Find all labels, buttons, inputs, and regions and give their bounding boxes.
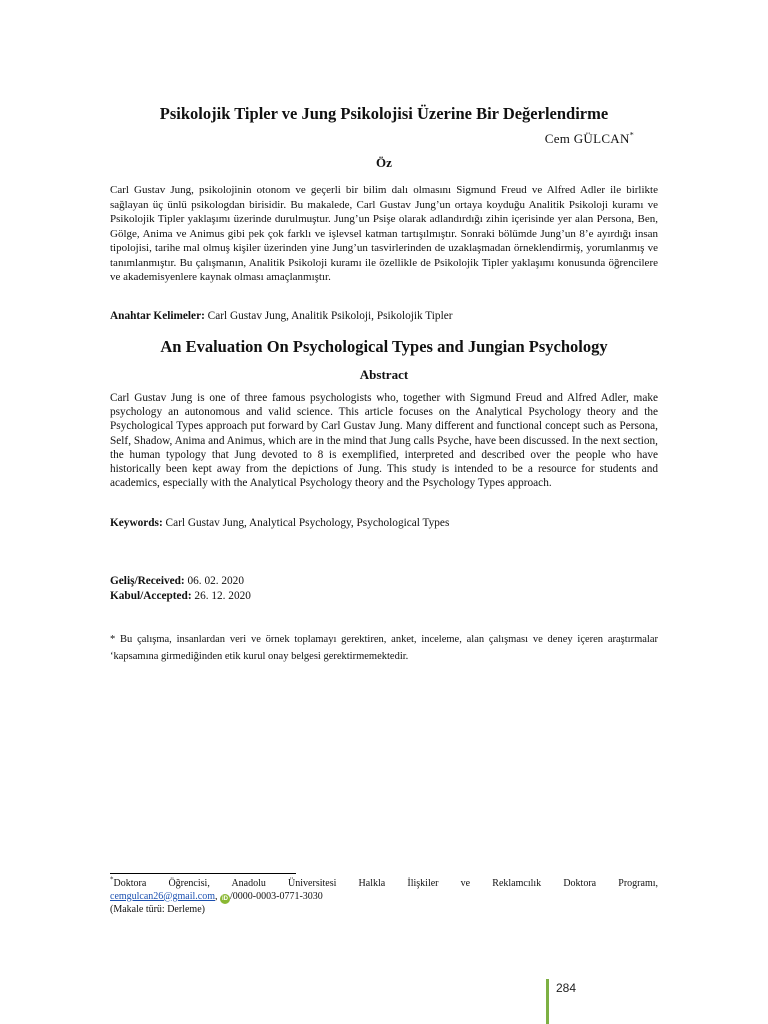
orcid-icon[interactable]: iD (222, 895, 229, 902)
page-number: 284 (556, 981, 577, 995)
oz-heading: Öz (376, 155, 392, 170)
page-number-bar (546, 979, 549, 1024)
author-footnote (110, 875, 658, 916)
footnote-mark: * (110, 875, 114, 884)
ethics-note: * Bu çalışma, insanlardan veri ve örnek toplamayı gerektiren, anket, inceleme, alan çalışması ve deney içeren araştırmalar ‘kapsamına girmediğinden etik kurul onay belgesi gerektirmemektedir. (110, 634, 658, 662)
keywords-tr-value: Carl Gustav Jung, Analitik Psikoloji, Psikolojik Tipler (204, 310, 453, 322)
author (545, 131, 634, 147)
keywords-tr-label: Anahtar Kelimeler: (110, 310, 205, 322)
footnote-contact-line (110, 891, 658, 904)
author-footnote-mark: * (629, 130, 634, 140)
received-value: 06. 02. 2020 (184, 575, 244, 587)
footnote-affiliation-line (110, 875, 658, 891)
received-date (110, 574, 251, 589)
accepted-label: Kabul/Accepted: (110, 589, 192, 602)
orcid-number: /0000-0003-0771-3030 (230, 890, 323, 902)
oz-abstract-text: Carl Gustav Jung, psikolojinin otonom ve geçerli bir bilim dalı olmasını Sigmund Freud ve Alfred Adler ile birlikte sağlayan üç ünlü psikologdan birisidir. Bu makalede, Carl Gustav Jung’un ortaya koyduğu Analitik Psikoloji kuramı ve Psikolojik Tipler yaklaşımı üzerinde durulmuştur. Jung’un Psişe olarak adlandırdığı zihin içerisinde yer alan Persona, Ben, Gölge, Anima ve Animus gibi pek çok farklı ve işlevsel katman tartışılmıştır. Sonraki bölümde Jung’un 8’e ayırdığı insan tipolojisi, tarihe mal olmuş kişiler üzerinden yine Jung’un tasvirlerinden de uzaklaşmadan örneklendirmiş, yorumlanmış ve tanımlanmıştır. Bu çalışmanın, Analitik Psikoloji kuramı ile özellikle de Psikolojik Tipler yaklaşımı konusunda öğrencilere ve akademisyenlere kaynak olması amaçlanmıştır. (110, 184, 658, 283)
footnote-divider (110, 873, 296, 874)
keywords-english (110, 517, 449, 529)
keywords-turkish (110, 310, 452, 322)
article-type: (Makale türü: Derleme) (110, 903, 205, 915)
accepted-date (110, 589, 251, 604)
title-turkish: Psikolojik Tipler ve Jung Psikolojisi Üzerine Bir Değerlendirme (159, 104, 609, 123)
submission-dates (110, 574, 251, 603)
received-label: Geliş/Received: (110, 575, 185, 587)
title-english: An Evaluation On Psychological Types and Jungian Psychology (160, 337, 608, 356)
footnote-affiliation: Doktora Öğrencisi, Anadolu Üniversitesi Halkla İlişkiler ve Reklamcılık Doktora Programı, (113, 878, 658, 889)
email-separator: , (215, 890, 218, 902)
author-email-link[interactable]: cemgulcan26@gmail.com (110, 890, 216, 902)
author-name: Cem GÜLCAN (544, 131, 630, 146)
accepted-value: 26. 12. 2020 (191, 589, 251, 602)
abstract-heading: Abstract (359, 367, 409, 382)
keywords-en-label: Keywords: (110, 517, 163, 529)
abstract-text: Carl Gustav Jung is one of three famous psychologists who, together with Sigmund Freud and Alfred Adler, make psychology an autonomous and valid science. This article focuses on the Analytical Psychology theory and the Psychological Types approach put forward by Carl Gustav Jung. Many different and functional concept such as Persona, Self, Shadow, Anima and Animus, which are in the mind that Jung calls Psyche, have been discussed. In the next section, the human typology that Jung devoted to 8 is exemplified, interpreted and described over the people who have historically been kept away from the depictions of Jung. This study is intended to be a resource for students and academics, especially with the Analytical Psychology theory and the Psychology Types approach. (110, 392, 658, 490)
keywords-en-value: Carl Gustav Jung, Analytical Psychology, Psychological Types (162, 517, 450, 529)
